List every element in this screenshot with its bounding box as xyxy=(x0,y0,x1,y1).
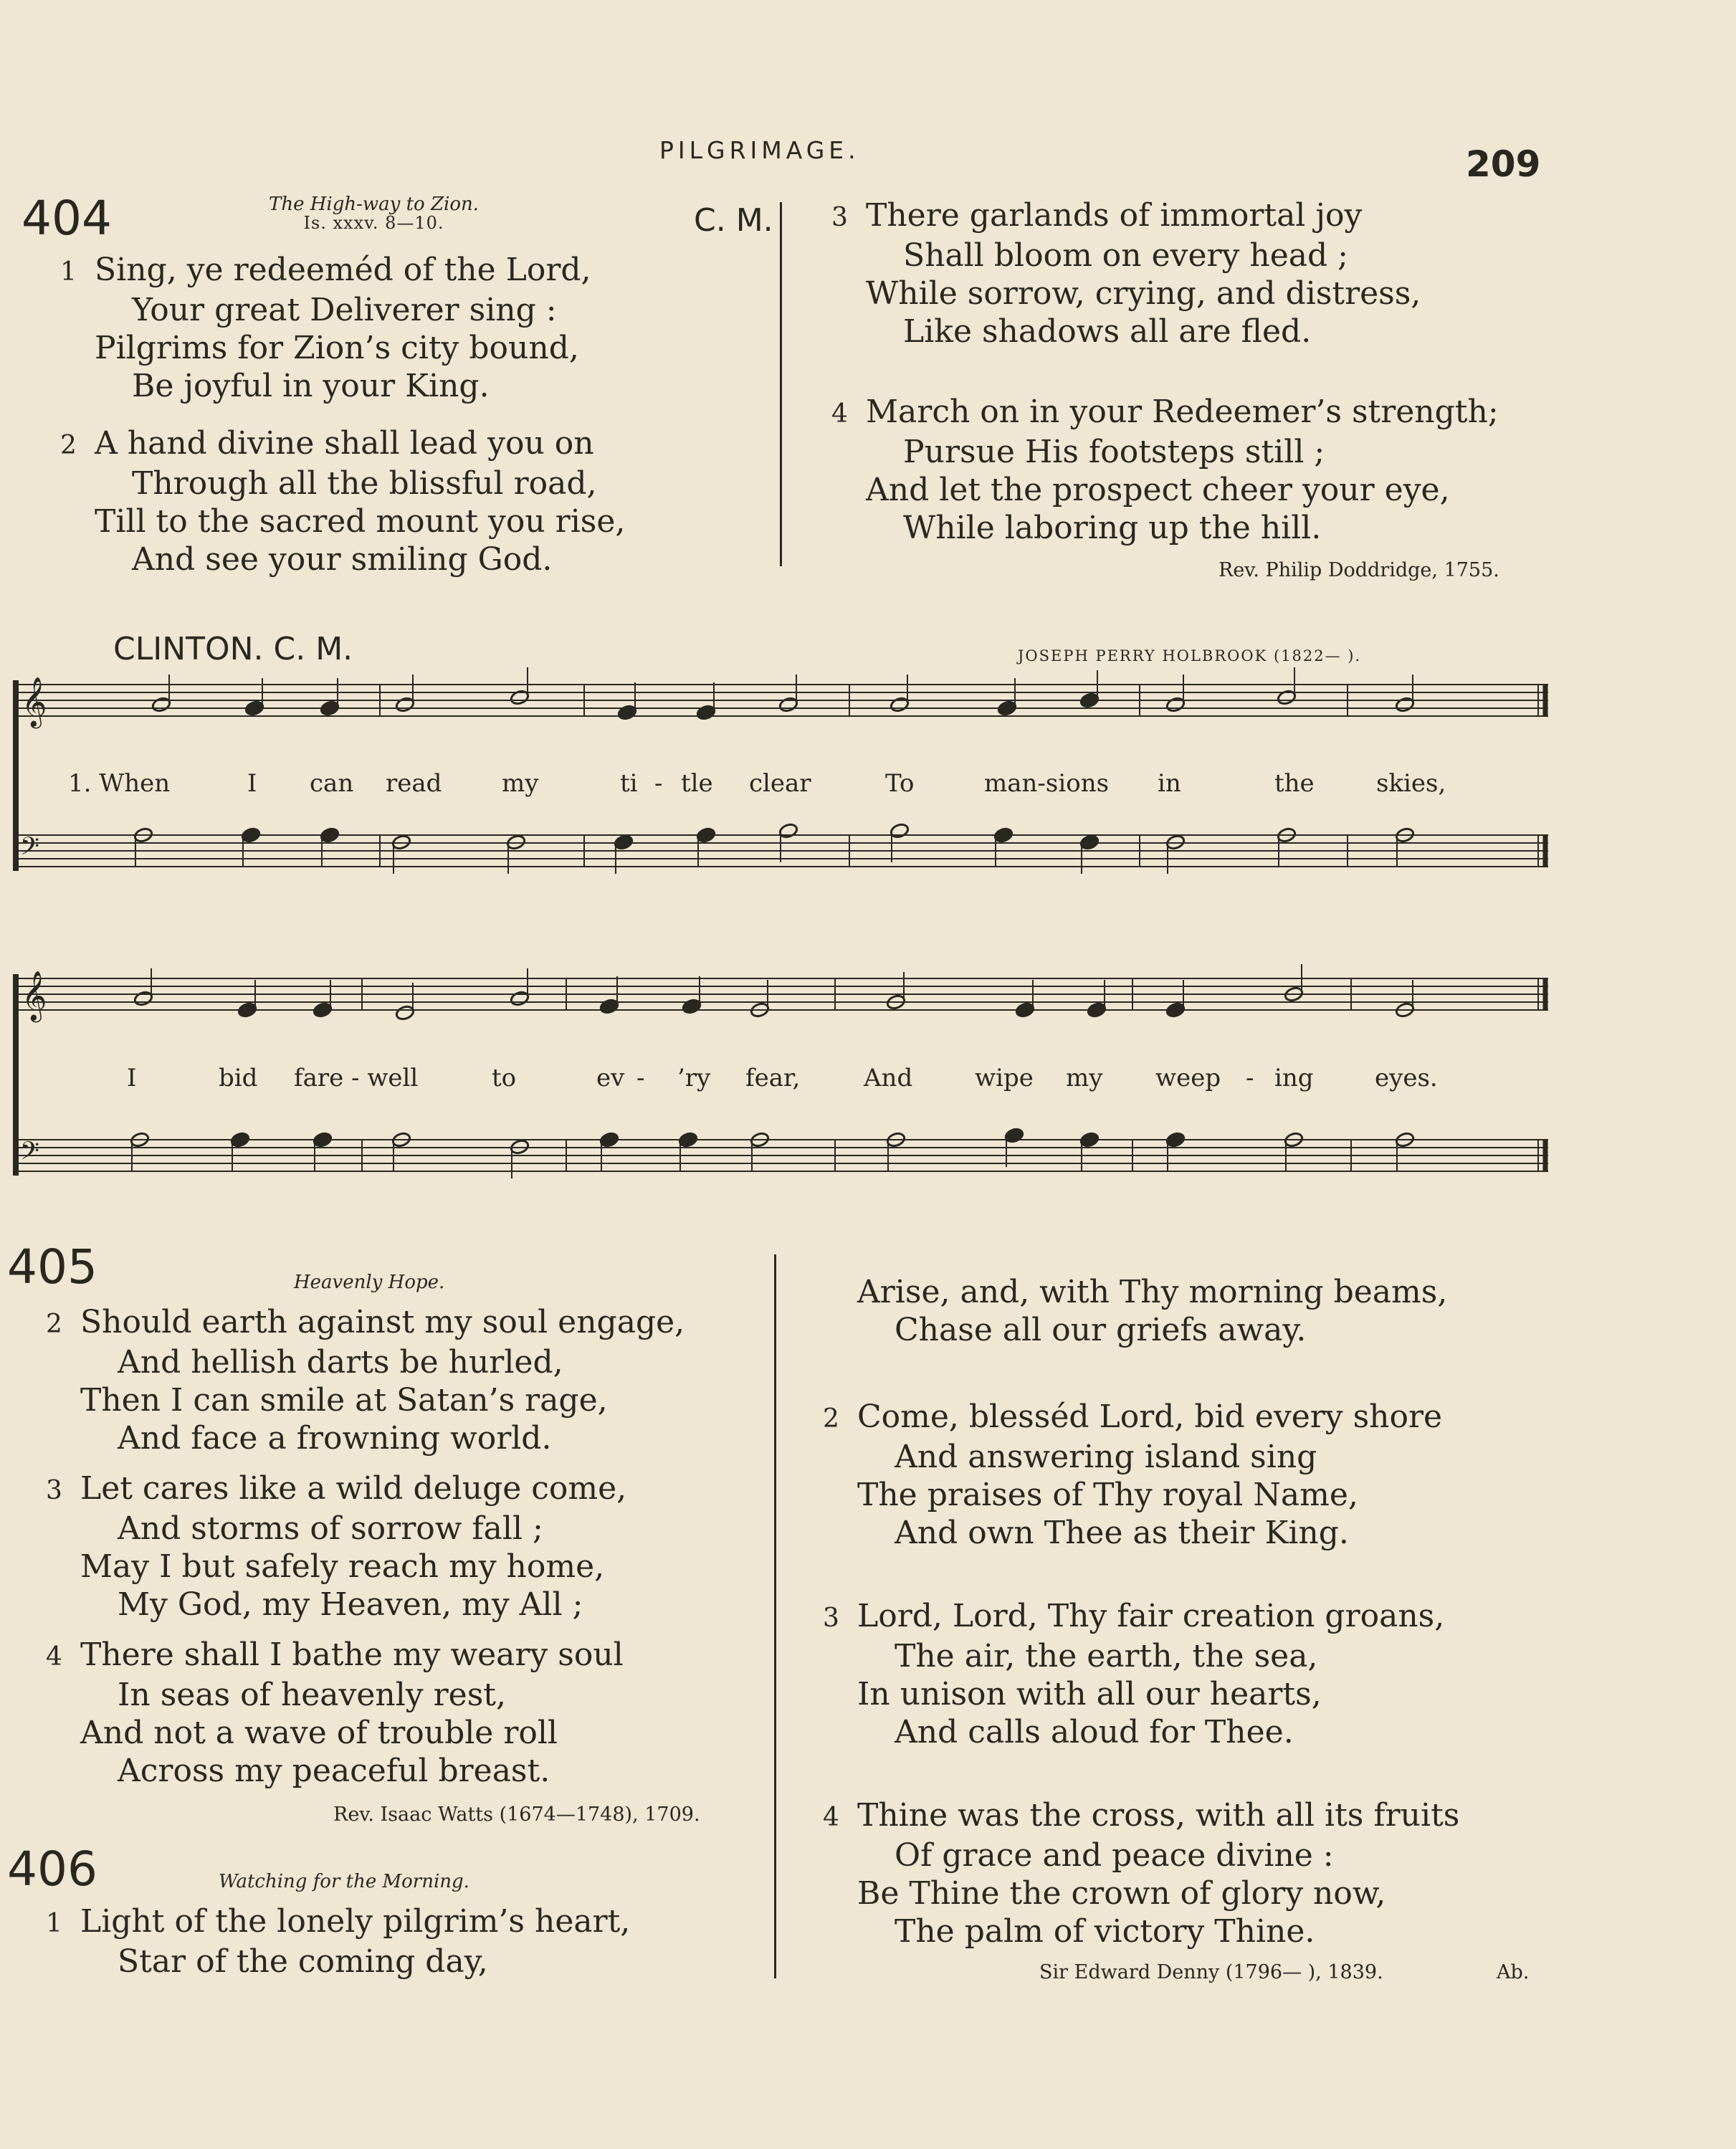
note-head xyxy=(320,700,340,716)
verse-line: Of grace and peace divine : xyxy=(895,1837,1334,1874)
hymn-406-number: 406 xyxy=(7,1841,97,1897)
lyric-word: ing xyxy=(1274,1064,1314,1092)
note-head xyxy=(617,704,637,720)
verse-number: 2 xyxy=(46,1310,62,1339)
note-head xyxy=(1079,834,1100,850)
verse-line: Chase all our griefs away. xyxy=(895,1312,1307,1348)
verse-line: Let cares like a wild deluge come, xyxy=(80,1470,627,1507)
verse-line: And let the prospect cheer your eye, xyxy=(866,472,1450,508)
note-head xyxy=(1004,1127,1024,1143)
note-head xyxy=(244,700,264,716)
verse-line: Light of the lonely pilgrim’s heart, xyxy=(80,1903,631,1940)
lyric-word: - xyxy=(654,769,663,798)
note-head xyxy=(599,1131,619,1148)
note-head xyxy=(614,834,634,850)
lyric-word: skies, xyxy=(1376,769,1446,798)
verse-line: And face a frowning world. xyxy=(118,1420,552,1457)
verse-line: In unison with all our hearts, xyxy=(857,1676,1322,1712)
verse-line: Thine was the cross, with all its fruits xyxy=(857,1797,1460,1834)
note-head xyxy=(1165,696,1186,713)
lyric-word: tle xyxy=(681,769,713,798)
verse-line: Pursue His footsteps still ; xyxy=(903,434,1325,470)
hymn-404-title: The High-way to Zion. xyxy=(269,194,480,215)
lyric-word: bid xyxy=(219,1064,258,1092)
note-head xyxy=(1277,689,1297,705)
lyric-word: in xyxy=(1158,769,1181,798)
lyric-word: my xyxy=(502,769,539,798)
note-head xyxy=(778,822,798,839)
verse-number: 1 xyxy=(60,257,77,287)
note-head xyxy=(1087,1001,1107,1018)
verse-number: 3 xyxy=(46,1476,62,1505)
note-head xyxy=(1165,1131,1186,1148)
hymn-406-title: Watching for the Morning. xyxy=(219,1871,469,1892)
hymn-406-verse-1-end xyxy=(823,1273,1447,1349)
note-head xyxy=(313,1131,333,1148)
note-head xyxy=(313,1001,333,1018)
note-head xyxy=(230,1131,250,1148)
hymn-405-verse-4 xyxy=(46,1636,624,1790)
verse-line: While sorrow, crying, and distress, xyxy=(866,275,1421,312)
note-head xyxy=(682,998,702,1014)
verse-line: Should earth against my soul engage, xyxy=(80,1304,685,1340)
hymn-405-title: Heavenly Hope. xyxy=(294,1272,445,1293)
hymn-406-verse-2 xyxy=(823,1398,1442,1552)
note-head xyxy=(241,826,261,843)
verse-line: Be Thine the crown of glory now, xyxy=(857,1875,1386,1912)
verse-line: Be joyful in your King. xyxy=(132,368,490,404)
lyric-word: - xyxy=(636,1064,645,1092)
verse-line: My God, my Heaven, my All ; xyxy=(118,1586,583,1623)
verse-line: Through all the blissful road, xyxy=(132,465,597,502)
lyric-word: I xyxy=(127,1064,137,1092)
note-head xyxy=(133,990,153,1006)
lyric-word: the xyxy=(1274,769,1315,798)
verse-line: Come, blesséd Lord, bid every shore xyxy=(857,1398,1443,1435)
lyric-word: ti xyxy=(620,769,638,798)
verse-number: 4 xyxy=(823,1803,839,1832)
verse-line: And see your smiling God. xyxy=(132,541,553,578)
verse-line: March on in your Redeemer’s strength; xyxy=(866,394,1499,430)
note-head xyxy=(997,700,1017,716)
bass-clef-icon: 𝄢 xyxy=(20,1136,40,1171)
note-head xyxy=(678,1131,698,1148)
verse-number: 4 xyxy=(46,1642,62,1672)
hymn-405-verse-2 xyxy=(46,1303,685,1457)
lyric-word: - xyxy=(1246,1064,1254,1092)
verse-line: In seas of heavenly rest, xyxy=(118,1677,506,1713)
note-head xyxy=(696,704,716,720)
treble-clef-icon: 𝄞 xyxy=(22,677,47,727)
verse-line: And hellish darts be hurled, xyxy=(118,1344,563,1381)
verse-line: Till to the sacred mount you rise, xyxy=(95,503,626,540)
lyric-word: 1. When xyxy=(68,769,171,798)
note-head xyxy=(237,1001,257,1018)
verse-number: 4 xyxy=(831,399,848,429)
verse-line: Lord, Lord, Thy fair creation groans, xyxy=(857,1598,1445,1634)
verse-line: The air, the earth, the sea, xyxy=(895,1638,1318,1674)
verse-number: 3 xyxy=(823,1604,839,1633)
tune-composer: JOSEPH PERRY HOLBROOK (1822— ). xyxy=(1018,647,1362,664)
note-head xyxy=(890,822,910,839)
verse-line: And own Thee as their King. xyxy=(895,1515,1349,1551)
verse-line: And calls aloud for Thee. xyxy=(895,1714,1294,1750)
verse-line: The praises of Thy royal Name, xyxy=(857,1477,1358,1513)
verse-line: There garlands of immortal joy xyxy=(866,197,1363,234)
lyric-word: ’ry xyxy=(677,1064,711,1092)
note-head xyxy=(778,696,798,713)
note-head xyxy=(890,696,910,713)
note-head xyxy=(395,696,415,713)
verse-line: Like shadows all are fled. xyxy=(903,313,1312,350)
lyric-word: fare - well xyxy=(294,1064,419,1092)
tune-name: CLINTON. C. M. xyxy=(113,631,353,667)
note-head xyxy=(320,826,340,843)
hymn-405-author: Rev. Isaac Watts (1674—1748), 1709. xyxy=(333,1803,700,1826)
verse-number: 2 xyxy=(60,431,77,460)
verse-line: There shall I bathe my weary soul xyxy=(80,1636,624,1673)
note-head xyxy=(1165,1001,1186,1018)
verse-number: 2 xyxy=(823,1404,839,1434)
lyric-word: I xyxy=(247,769,257,798)
lyric-word: And xyxy=(864,1064,913,1092)
note-head xyxy=(1395,696,1415,713)
bass-clef-icon: 𝄢 xyxy=(20,832,40,867)
lyric-word: wipe xyxy=(975,1064,1034,1092)
verse-line: Shall bloom on every head ; xyxy=(903,237,1348,274)
page-number: 209 xyxy=(1466,143,1541,185)
lyric-word: can xyxy=(310,769,354,798)
verse-number: 1 xyxy=(46,1909,62,1938)
note-head xyxy=(696,826,716,843)
note-head xyxy=(1079,1131,1100,1148)
verse-line: And not a wave of trouble roll xyxy=(80,1715,558,1751)
hymn-406-source: Ab. xyxy=(1497,1961,1530,1983)
hymn-404-scripture: Is. xxxv. 8—10. xyxy=(303,213,444,234)
verse-line: Sing, ye redeeméd of the Lord, xyxy=(95,252,591,288)
verse-line: Arise, and, with Thy morning beams, xyxy=(857,1274,1448,1310)
verse-line: And storms of sorrow fall ; xyxy=(118,1510,543,1547)
lyric-word: eyes. xyxy=(1375,1064,1438,1092)
hymn-406-verse-1-start xyxy=(46,1902,630,1981)
verse-line: The palm of victory Thine. xyxy=(895,1913,1315,1950)
verse-line: Pilgrims for Zion’s city bound, xyxy=(95,330,579,366)
hymn-406-author: Sir Edward Denny (1796— ), 1839. xyxy=(1039,1961,1383,1983)
hymn-405-number: 405 xyxy=(7,1239,97,1295)
note-head xyxy=(395,1004,415,1021)
hymn-404-meter: C. M. xyxy=(694,202,773,239)
verse-line: And answering island sing xyxy=(895,1439,1317,1475)
note-head xyxy=(510,990,530,1006)
hymn-406-verse-3 xyxy=(823,1597,1444,1751)
lyric-word: to xyxy=(492,1064,517,1092)
lyric-word: fear, xyxy=(745,1064,801,1092)
note-head xyxy=(599,998,619,1014)
lyric-word: weep xyxy=(1155,1064,1221,1092)
verse-line: A hand divine shall lead you on xyxy=(95,425,594,462)
note-head xyxy=(1079,692,1100,708)
hymn-404-number: 404 xyxy=(22,191,112,246)
running-head: PILGRIMAGE. xyxy=(659,136,860,164)
hymn-406-verse-4 xyxy=(823,1796,1459,1950)
lyric-word: man-sions xyxy=(984,769,1110,798)
verse-line: Your great Deliverer sing : xyxy=(132,292,557,328)
note-head xyxy=(1015,1001,1035,1018)
verse-line: May I but safely reach my home, xyxy=(80,1548,605,1585)
lyric-word: clear xyxy=(749,769,811,798)
verse-line: Across my peaceful breast. xyxy=(118,1753,550,1789)
column-divider xyxy=(774,1254,776,1978)
note-head xyxy=(993,826,1014,843)
lyric-word: To xyxy=(885,769,915,798)
verse-line: Star of the coming day, xyxy=(118,1943,488,1980)
note-head xyxy=(151,696,171,713)
hymn-404-author: Rev. Philip Doddridge, 1755. xyxy=(1218,559,1499,581)
verse-number: 3 xyxy=(831,203,848,232)
hymn-405-verse-3 xyxy=(46,1469,626,1624)
lyric-word: ev xyxy=(596,1064,625,1092)
verse-line: Then I can smile at Satan’s rage, xyxy=(80,1382,608,1419)
note-head xyxy=(510,689,530,705)
lyric-word: read xyxy=(386,769,442,798)
treble-clef-icon: 𝄞 xyxy=(22,971,47,1021)
verse-line: While laboring up the hill. xyxy=(903,510,1322,546)
lyric-word: my xyxy=(1066,1064,1103,1092)
